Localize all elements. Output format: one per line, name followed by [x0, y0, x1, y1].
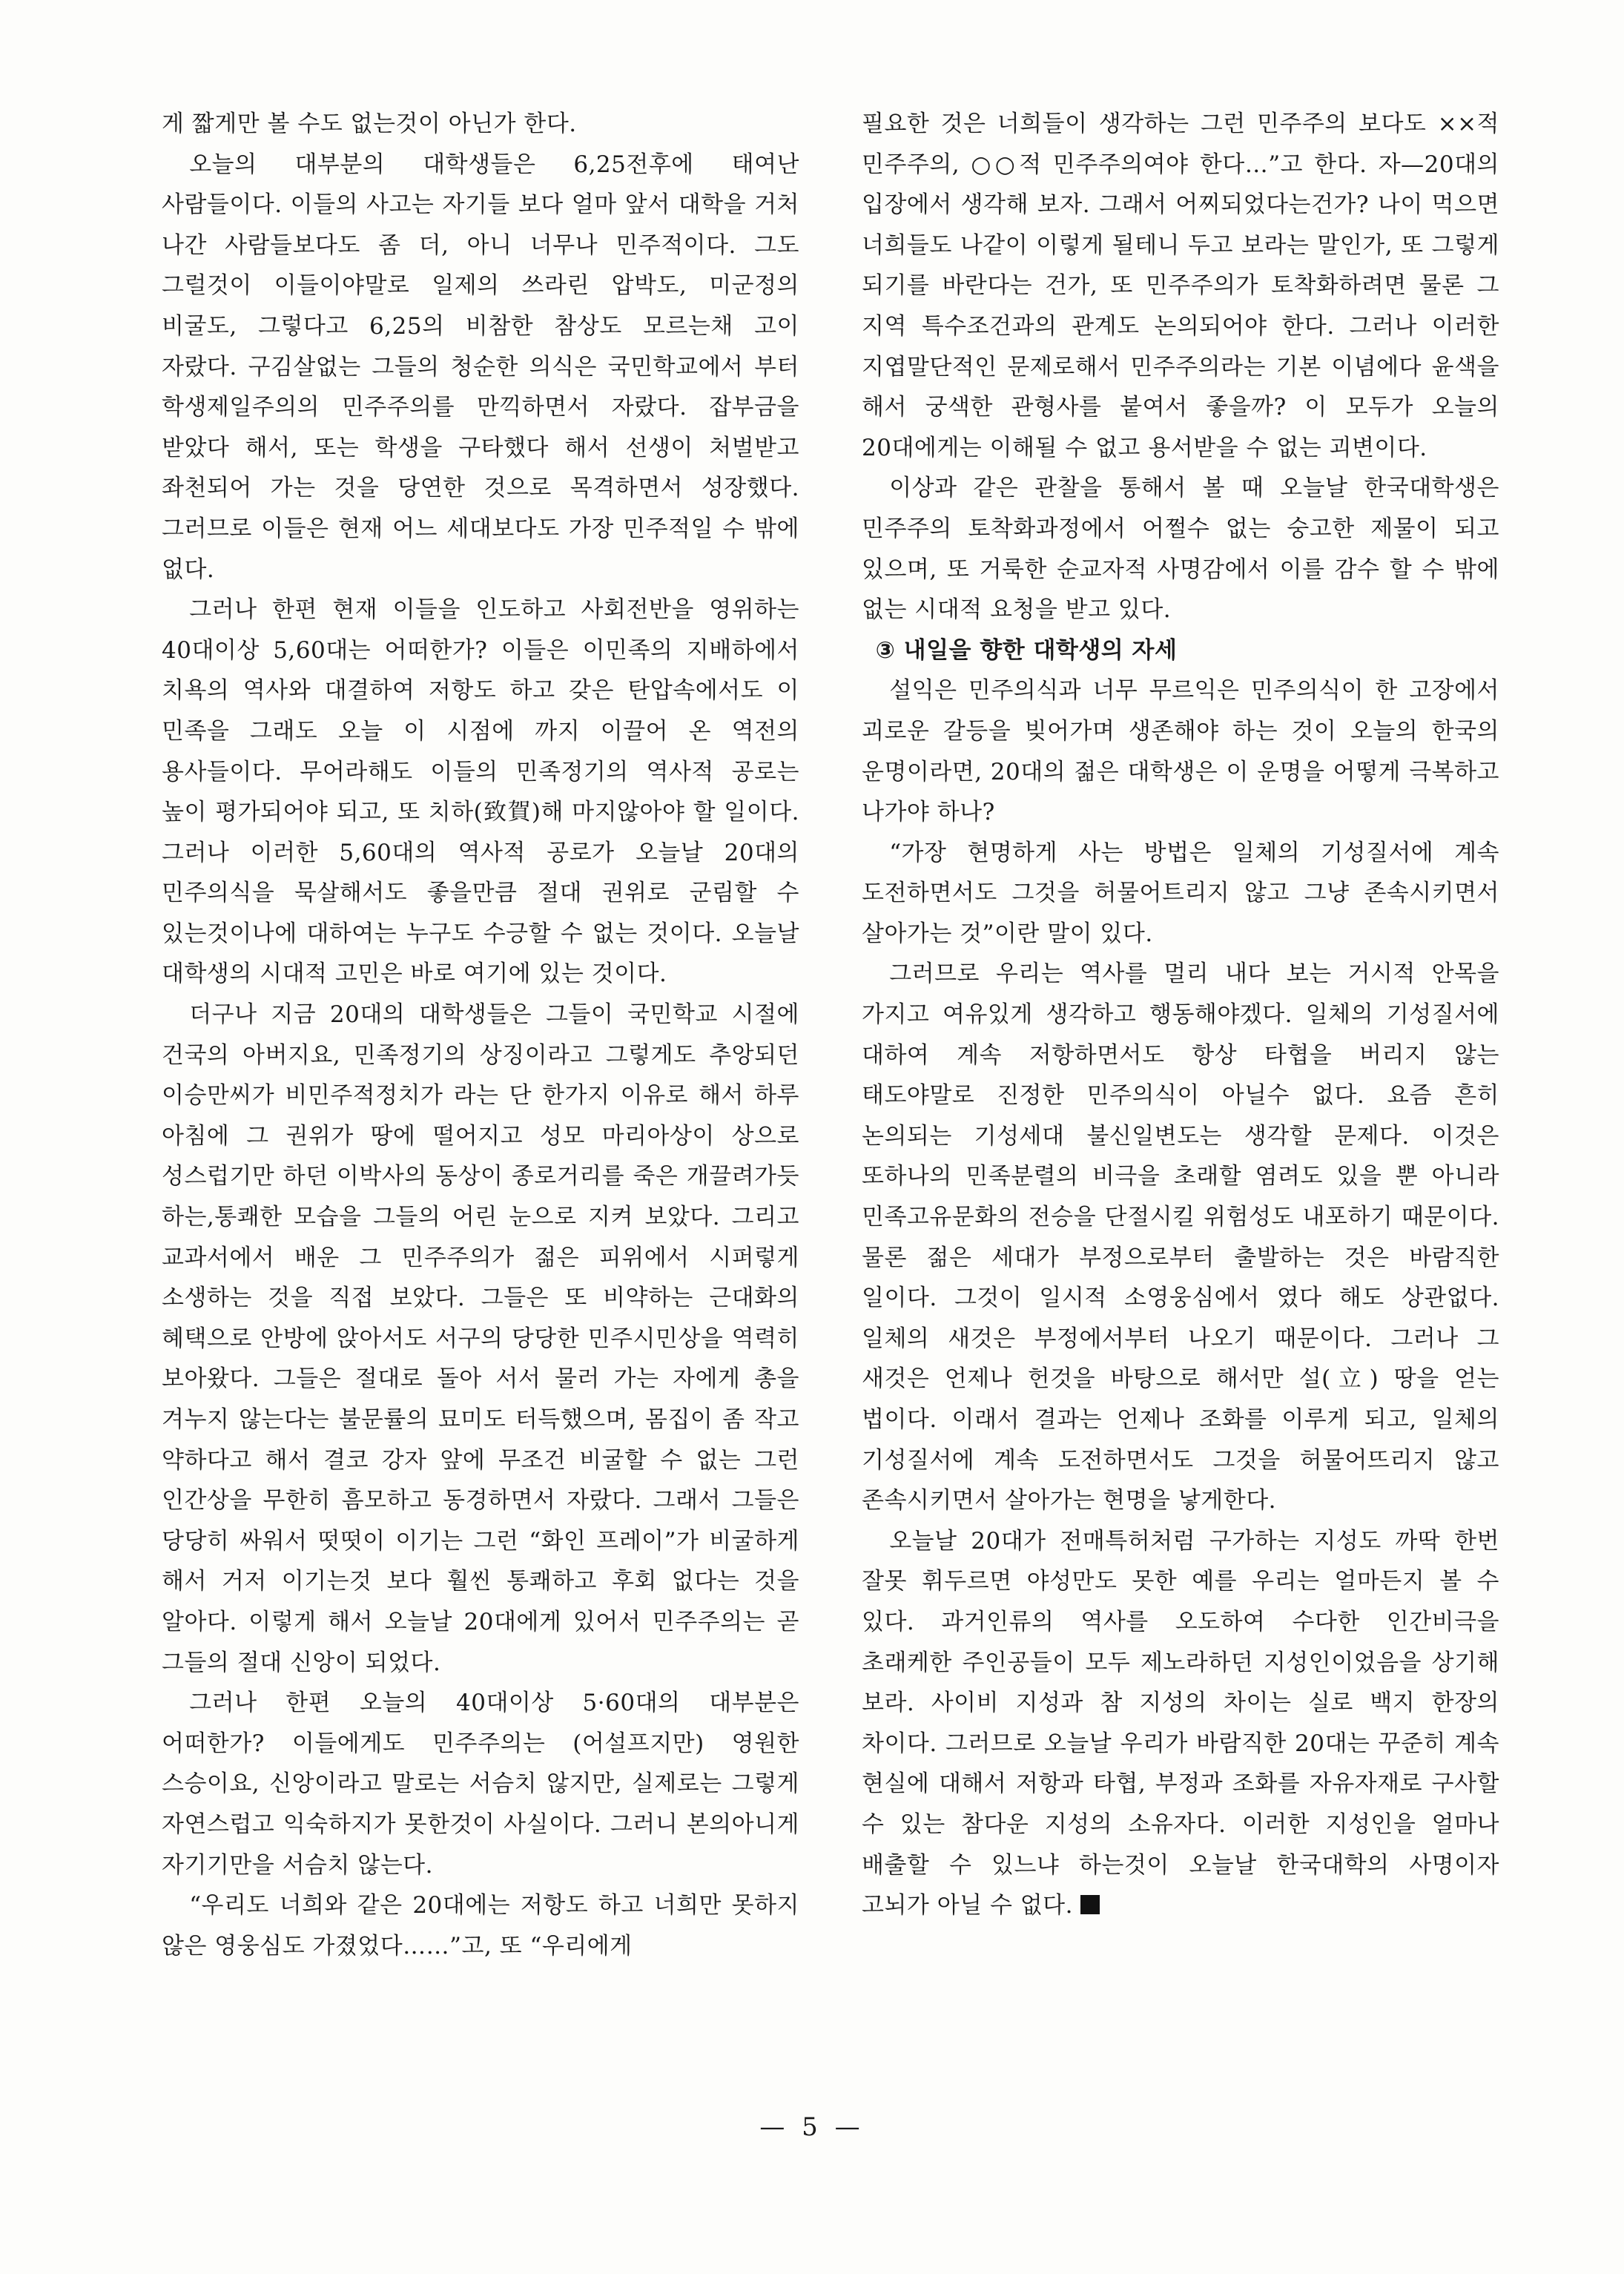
paragraph-final — [862, 1521, 1499, 1926]
section-heading: ③ 내일을 향한 대학생의 자세 — [875, 636, 1178, 664]
paragraph-final-text: 오늘날 20대가 전매특허처럼 구가하는 지성도 까딱 한번 잘못 휘두르면 야성만도 못한 예를 우리는 얼마든지 볼 수 있다. 과거인류의 역사를 오도하여 수다한 인간비극을 초래케한 주인공들이 모두 제노라하던 지성인이었음을 상기해 보라. 사이비 지성과 참 지성의 차이는 실로 백지 한장의 차이다. 그러므로 오늘날 우리가 바람직한 20대는 꾸준히 계속 현실에 대해서 저항과 타협, 부정과 조화를 자유자재로 구사할 수 있는 참다운 지성의 소유자다. 이러한 지성인을 얼마나 배출할 수 있느냐 하는것이 오늘날 한국대학의 사명이자 고뇌가 아닐 수 없다. — [862, 1527, 1499, 1919]
paragraph: “우리도 너희와 같은 20대에는 저항도 하고 너희만 못하지 않은 영웅심도 가졌었다……”고, 또 “우리에게 — [162, 1892, 799, 1960]
paragraph: 그러나 한편 현재 이들을 인도하고 사회전반을 영위하는 40대이상 5,60대는 어떠한가? 이들은 이민족의 지배하에서 치욕의 역사와 대결하여 저항도 하고 갖은 탄압속에서도 이 민족을 그래도 오늘 이 시점에 까지 이끌어 온 역전의 용사들이다. 무어라해도 이들의 민족정기의 역사적 공로는 높이 평가되어야 되고, 또 치하(致賀)해 마지않아야 할 일이다. 그러나 이러한 5,60대의 역사적 공로가 오늘날 20대의 민주의식을 묵살해서도 좋을만큼 절대 권위로 군림할 수 있는것이나에 대하여는 누구도 수긍할 수 없는 것이다. 오늘날 대학생의 시대적 고민은 바로 여기에 있는 것이다. — [162, 596, 799, 988]
paragraph-continuation: 게 짧게만 볼 수도 없는것이 아닌가 한다. — [162, 111, 577, 137]
paragraph: 그러므로 우리는 역사를 멀리 내다 보는 거시적 안목을 가지고 여유있게 생각하고 행동해야겠다. 일체의 기성질서에 대하여 계속 저항하면서도 항상 타협을 버리지 않는 태도야말로 진정한 민주의식이 아닐수 없다. 요즘 흔히 논의되는 기성세대 불신일변도는 생각할 문제다. 이것은 또하나의 민족분렬의 비극을 초래할 염려도 있을 뿐 아니라 민족고유문화의 전승을 단절시킬 위험성도 내포하기 때문이다. 물론 젊은 세대가 부정으로부터 출발하는 것은 바람직한 일이다. 그것이 일시적 소영웅심에서 였다 해도 상관없다. 일체의 새것은 부정에서부터 나오기 때문이다. 그러나 그 새것은 언제나 헌것을 바탕으로 해서만 설(立) 땅을 얻는 법이다. 이래서 결과는 언제나 조화를 이루게 되고, 일체의 기성질서에 계속 도전하면서도 그것을 허물어뜨리지 않고 존속시키면서 살아가는 현명을 낳게한다. — [862, 960, 1499, 1515]
right-column — [862, 104, 1499, 1926]
paragraph: 더구나 지금 20대의 대학생들은 그들이 국민학교 시절에 건국의 아버지요, 민족정기의 상징이라고 그렇게도 추앙되던 이승만씨가 비민주적정치가 라는 단 한가지 이유로 해서 하루 아침에 그 권위가 땅에 떨어지고 성모 마리아상이 상으로 성스럽기만 하던 이박사의 동상이 종로거리를 죽은 개끌려가듯 하는,통쾌한 모습을 그들의 어린 눈으로 지켜 보았다. 그리고 교과서에서 배운 그 민주주의가 젊은 피위에서 시퍼렇게 소생하는 것을 직접 보았다. 그들은 또 비약하는 근대화의 혜택으로 안방에 앉아서도 서구의 당당한 민주시민상을 역력히 보아왔다. 그들은 절대로 돌아 서서 물러 가는 자에게 총을 겨누지 않는다는 불문률의 묘미도 터득했으며, 몸집이 좀 작고 약하다고 해서 결코 강자 앞에 무조건 비굴할 수 없는 그런 인간상을 무한히 흠모하고 동경하면서 자랐다. 그래서 그들은 당당히 싸워서 떳떳이 이기는 그런 “화인 프레이”가 비굴하게 해서 거저 이기는것 보다 훨씬 통쾌하고 후회 없다는 것을 알아다. 이렇게 해서 오늘날 20대에게 있어서 민주주의는 곧 그들의 절대 신앙이 되었다. — [162, 1001, 799, 1676]
end-of-article-mark — [1080, 1895, 1100, 1914]
paragraph: 오늘의 대부분의 대학생들은 6,25전후에 태여난 사람들이다. 이들의 사고는 자기들 보다 얼마 앞서 대학을 거처 나간 사람들보다도 좀 더, 아니 너무나 민주적이다. 그도 그럴것이 이들이야말로 일제의 쓰라린 압박도, 미군정의 비굴도, 그렇다고 6,25의 비참한 참상도 모르는채 고이 자랐다. 구김살없는 그들의 청순한 의식은 국민학교에서 부터 학생제일주의의 민주주의를 만끽하면서 자랐다. 잡부금을 받았다 해서, 또는 학생을 구타했다 해서 선생이 처벌받고 좌천되어 가는 것을 당연한 것으로 목격하면서 성장했다. 그러므로 이들은 현재 어느 세대보다도 가장 민주적일 수 밖에 없다. — [162, 151, 799, 583]
paragraph: 이상과 같은 관찰을 통해서 볼 때 오늘날 한국대학생은 민주주의 토착화과정에서 어쩔수 없는 숭고한 제물이 되고 있으며, 또 거룩한 순교자적 사명감에서 이를 감수 할 수 밖에 없는 시대적 요청을 받고 있다. — [862, 475, 1499, 624]
paragraph: 그러나 한편 오늘의 40대이상 5·60대의 대부분은 어떠한가? 이들에게도 민주주의는 (어설프지만) 영원한 스승이요, 신앙이라고 말로는 서슴치 않지만, 실제로는 그렇게 자연스럽고 익숙하지가 못한것이 사실이다. 그러니 본의아니게 자기기만을 서슴치 않는다. — [162, 1690, 799, 1879]
paragraph: 설익은 민주의식과 너무 무르익은 민주의식이 한 고장에서 괴로운 갈등을 빚어가며 생존해야 하는 것이 오늘의 한국의 운명이라면, 20대의 젊은 대학생은 이 운명을 어떻게 극복하고 나가야 하나? — [862, 677, 1499, 826]
page-number: — 5 — — [759, 2112, 865, 2142]
paragraph: “가장 현명하게 사는 방법은 일체의 기성질서에 계속 도전하면서도 그것을 허물어트리지 않고 그냥 존속시키면서 살아가는 것”이란 말이 있다. — [862, 839, 1499, 947]
left-column — [162, 104, 799, 1966]
paragraph-continuation: 필요한 것은 너희들이 생각하는 그런 민주주의 보다도 ××적 민주주의, ○○적 민주주의여야 한다…”고 한다. 자—20대의 입장에서 생각해 보자. 그래서 어찌되었다는건가? 나이 먹으면 너희들도 나같이 이렇게 될테니 두고 보라는 말인가, 또 그렇게 되기를 바란다는 건가, 또 민주주의가 토착화하려면 물론 그 지역 특수조건과의 관계도 논의되어야 한다. 그러나 이러한 지엽말단적인 문제로해서 민주주의라는 기본 이념에다 윤색을 해서 궁색한 관형사를 붙여서 좋을까? 이 모두가 오늘의 20대에게는 이해될 수 없고 용서받을 수 없는 괴변이다. — [862, 111, 1499, 461]
